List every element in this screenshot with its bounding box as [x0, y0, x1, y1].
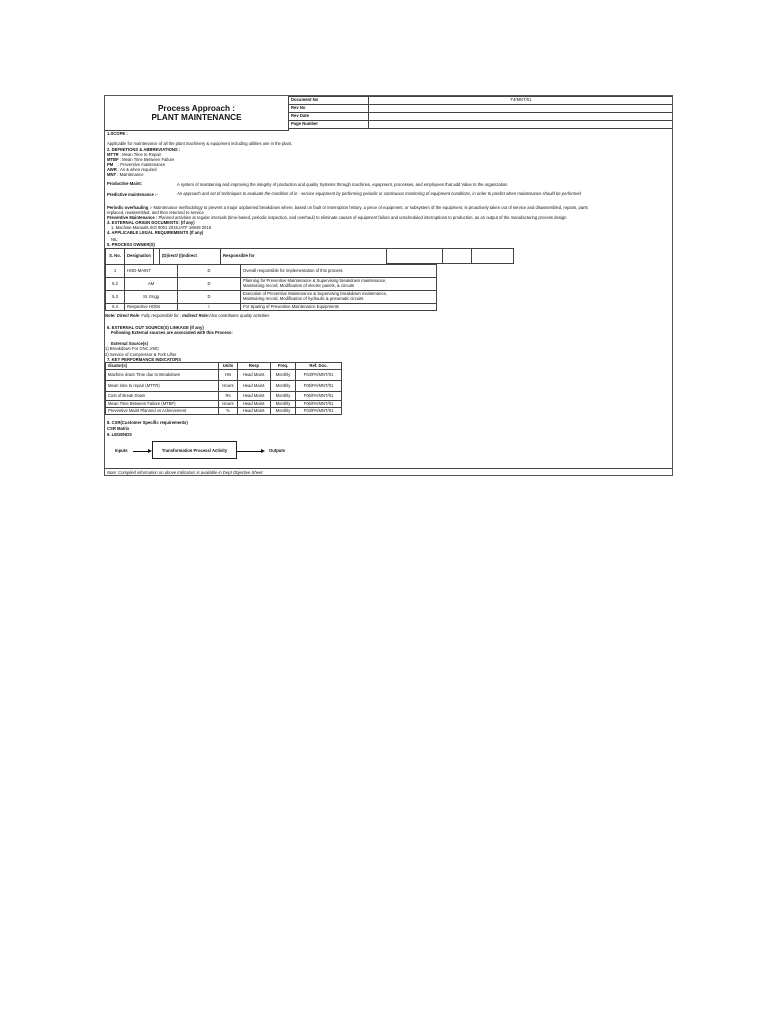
kpi-indicator: Mean time to repair (MTTR) — [106, 381, 219, 392]
owner-designation: HOD-MAINT — [125, 265, 178, 278]
abbr-text: : Maintenance — [117, 172, 144, 177]
kpi-table — [105, 362, 342, 415]
resp-line: Maintaining record, Modification of electric panels, & circuits — [243, 283, 355, 288]
owner-resp — [241, 278, 437, 291]
kpi-freq: Monthly — [271, 401, 296, 408]
abbr: MTTR — [107, 152, 119, 157]
kpi-ref: F05/PA/MNT/01 — [296, 381, 342, 392]
kpi-freq: Monthly — [271, 408, 296, 415]
legend-inputs: Inputs — [115, 448, 128, 453]
owners-col-designation: Designation — [125, 249, 154, 265]
kpi-ref: F03/PA/MNT/01 — [296, 408, 342, 415]
kpi-indicator: Machine down Time due to Breakdown — [106, 370, 219, 381]
kpi-units: Hours — [219, 401, 238, 408]
resp-line: For Sparing of Preventive Maintenance Equipments — [243, 303, 339, 309]
kpi-resp: Head Maint. — [238, 392, 271, 401]
extra-divider — [442, 249, 443, 264]
csr-heading: 8. CSR(Customer Specific requirements) — [107, 420, 188, 425]
kpi-ref: F06/PA/MNT/01 — [296, 392, 342, 401]
kpi-units: % — [219, 408, 238, 415]
owner-designation: AM — [125, 278, 178, 291]
rev-date-value — [369, 113, 674, 121]
abbr-text: : Mean Time Between Failure — [119, 157, 175, 162]
kpi-ref: F04/PA/MNT/01 — [296, 370, 342, 381]
owner-role: D — [178, 278, 241, 291]
resp-line: Execution of Preventive Maintenance & Supervising breakdown maintenance, — [243, 291, 388, 297]
footer-note: Note: Compiled information on above Indicators is available in Dept Objective Sheet — [107, 470, 263, 475]
kpi-freq: Monthly — [271, 392, 296, 401]
owners-table-extra-cells — [387, 248, 514, 264]
owner-sno: 5.4 — [106, 304, 125, 311]
rev-date-label: Rev Date — [289, 113, 369, 121]
outsource-heading: 6. EXTERNAL OUT SOURCE(S) LINKAGE (If any) — [107, 325, 204, 330]
legal-heading: 4. APPLICABLE LEGAL REQUIREMENTS (If any) — [107, 230, 204, 235]
productive-text: A system of maintaining and improving the integrity of production and quality Systems through machines, equipment, processes, and employees that add Value to the organization — [177, 182, 508, 187]
kpi-units: Rs — [219, 392, 238, 401]
abbr: MNT — [107, 172, 117, 177]
note-text: : Fully responsible for ; — [138, 313, 182, 318]
owner-resp — [241, 304, 437, 311]
resp-line: Overall responsible for implementation of this process — [243, 267, 343, 273]
kpi-indicator: Mean Time Between Failure (MTBF) — [106, 401, 219, 408]
overhauling-label: Periodic overhauling :- — [107, 205, 153, 210]
owners-table-body — [105, 264, 437, 311]
definition-mnt — [107, 172, 144, 177]
legend-process-label: Transformation Process/ Activity — [161, 448, 228, 453]
legend-outputs: Outputs — [269, 448, 286, 453]
note-label: Note: Direct Role — [105, 313, 139, 318]
abbr: PM — [107, 162, 114, 167]
kpi-col-ref: Ref. Doc. — [296, 363, 342, 370]
external-origin-heading: 3. EXTERNAL ORIGIN DOCUMENTS: (If any) — [107, 220, 195, 225]
legends-heading: 9. LEGENDS — [107, 432, 132, 437]
predictive-text: An approach and set of techniques to evaluate the condition of in - service equipment by performing periodic or continuous monitoring of equipment conditions, in order to predict when maintenance should be performed — [177, 191, 581, 196]
owner-role: I — [178, 304, 241, 311]
kpi-resp: Head Maint. — [238, 408, 271, 415]
kpi-col-units: Units — [219, 363, 238, 370]
productive-label: Productive Maint: — [107, 181, 143, 186]
footer-divider — [105, 468, 673, 469]
preventive-label: Preventive Maintenance : — [107, 215, 158, 220]
legend-process-box — [152, 441, 237, 459]
kpi-freq: Monthly — [271, 381, 296, 392]
owner-sno: 5.2 — [106, 278, 125, 291]
kpi-indicator: Preventive Maint Planned vs Achievement — [106, 408, 219, 415]
abbr: AWR — [107, 167, 117, 172]
page-number-value — [369, 121, 674, 129]
doc-no-label: Document No — [289, 97, 369, 105]
abbr-text: : Preventive maintenance — [117, 162, 166, 167]
abbr-text: : Mean Time to Repair — [119, 152, 162, 157]
owner-sno: 1 — [106, 265, 125, 278]
owner-role: D — [178, 291, 241, 304]
definitions-heading: 2. DEFINITIONS & ABBREVIATIONS : — [107, 147, 181, 152]
kpi-ref: F06/PA/MNT/01 — [296, 401, 342, 408]
legal-item: NIL — [111, 237, 118, 242]
scope-text: Applicable for maintenance of all the plant machinery & equipment including utilities use in the plant. — [107, 141, 293, 146]
kpi-resp: Head Maint. — [238, 401, 271, 408]
overhauling-text: Maintenance methodology to prevent a major unplanned breakdown where, based on fault or interruption history, a piece of equipment, or subsystem of the equipment, is proactively taken out of service and disassembled, repairs, parts — [153, 205, 588, 210]
legend-arrow-line — [237, 451, 262, 452]
legend-arrow-head — [261, 449, 265, 453]
owner-designation: Respective HODs — [125, 304, 178, 311]
external-origin-item: 1. Machine Manuals,ISO 9001 2015,IATF 16949 2016 — [111, 225, 212, 230]
resp-line: Maintaining record, Modification of hydraulic & pneumatic circuits — [243, 296, 364, 301]
owners-col-resp: Responsible for — [221, 249, 387, 265]
owner-resp — [241, 291, 437, 304]
csr-item: CSR Matrix — [107, 426, 130, 431]
kpi-resp: Head Maint. — [238, 370, 271, 381]
owners-heading: 5. PROCESS OWNER(S) — [107, 242, 155, 247]
page-number-label: Page Number — [289, 121, 369, 129]
title-line1: Process Approach : — [157, 104, 236, 113]
kpi-units: Hrs — [219, 370, 238, 381]
title-line2: PLANT MAINTENANCE — [151, 113, 242, 122]
title-block — [105, 96, 289, 131]
source-item: 1) Breakdown For CNC,VMC — [105, 346, 159, 351]
preventive-text: Planned activities at regular intervals (time-based, periodic inspection, and overhaul) to eliminate causes of equipment failure and unscheduled interruptions to production, as an output of the manufacturing process design — [158, 215, 567, 220]
document-sheet — [104, 95, 673, 476]
owners-col-sno: S. No. — [106, 249, 125, 265]
abbr-text: : As & when required — [117, 167, 157, 172]
kpi-resp: Head Maint. — [238, 381, 271, 392]
outsource-subheading: Following External sources are associated with this Process: — [111, 330, 233, 335]
extra-divider — [471, 249, 472, 264]
document-info-table — [288, 96, 673, 129]
sources-heading: External Source(s) — [111, 341, 149, 346]
owner-sno: 5.3 — [106, 291, 125, 304]
overhauling-line2: replaced, reassembled, and then returned to service — [107, 210, 204, 215]
kpi-units: Hours — [219, 381, 238, 392]
kpi-heading: 7. KEY PERFORMANCE INDICATORS — [107, 357, 181, 362]
owners-note — [105, 313, 269, 318]
scope-heading: 1.SCOPE : — [107, 131, 128, 136]
rev-no-value — [369, 105, 674, 113]
owner-designation: Sr. Engg — [125, 291, 178, 304]
abbr: MTBF — [107, 157, 119, 162]
kpi-col-resp: Resp — [238, 363, 271, 370]
owners-table — [105, 248, 387, 265]
kpi-indicator: Cost of Break Down — [106, 392, 219, 401]
note-label: Indirect Role: — [182, 313, 210, 318]
note-text: Also contributes quality activities — [209, 313, 270, 318]
rev-no-label: Rev No — [289, 105, 369, 113]
kpi-freq: Monthly — [271, 370, 296, 381]
source-item: 2) Service of Compressor & Fork Lifter — [105, 352, 177, 357]
kpi-col-indicator: dicator(s) — [106, 363, 219, 370]
kpi-col-freq: Freq. — [271, 363, 296, 370]
owners-col-role: (D)irect/ (I)ndirect — [160, 249, 221, 265]
owner-role: D — [178, 265, 241, 278]
doc-no-value: F4/MNT/01 — [369, 97, 674, 105]
predictive-label: Predictive maintenance :- — [107, 192, 158, 197]
owner-resp — [241, 265, 437, 278]
resp-line: Planning for Preventive Maintenance & Supervising breakdown maintenance, — [243, 278, 387, 284]
legend-arrow-line — [133, 451, 149, 452]
